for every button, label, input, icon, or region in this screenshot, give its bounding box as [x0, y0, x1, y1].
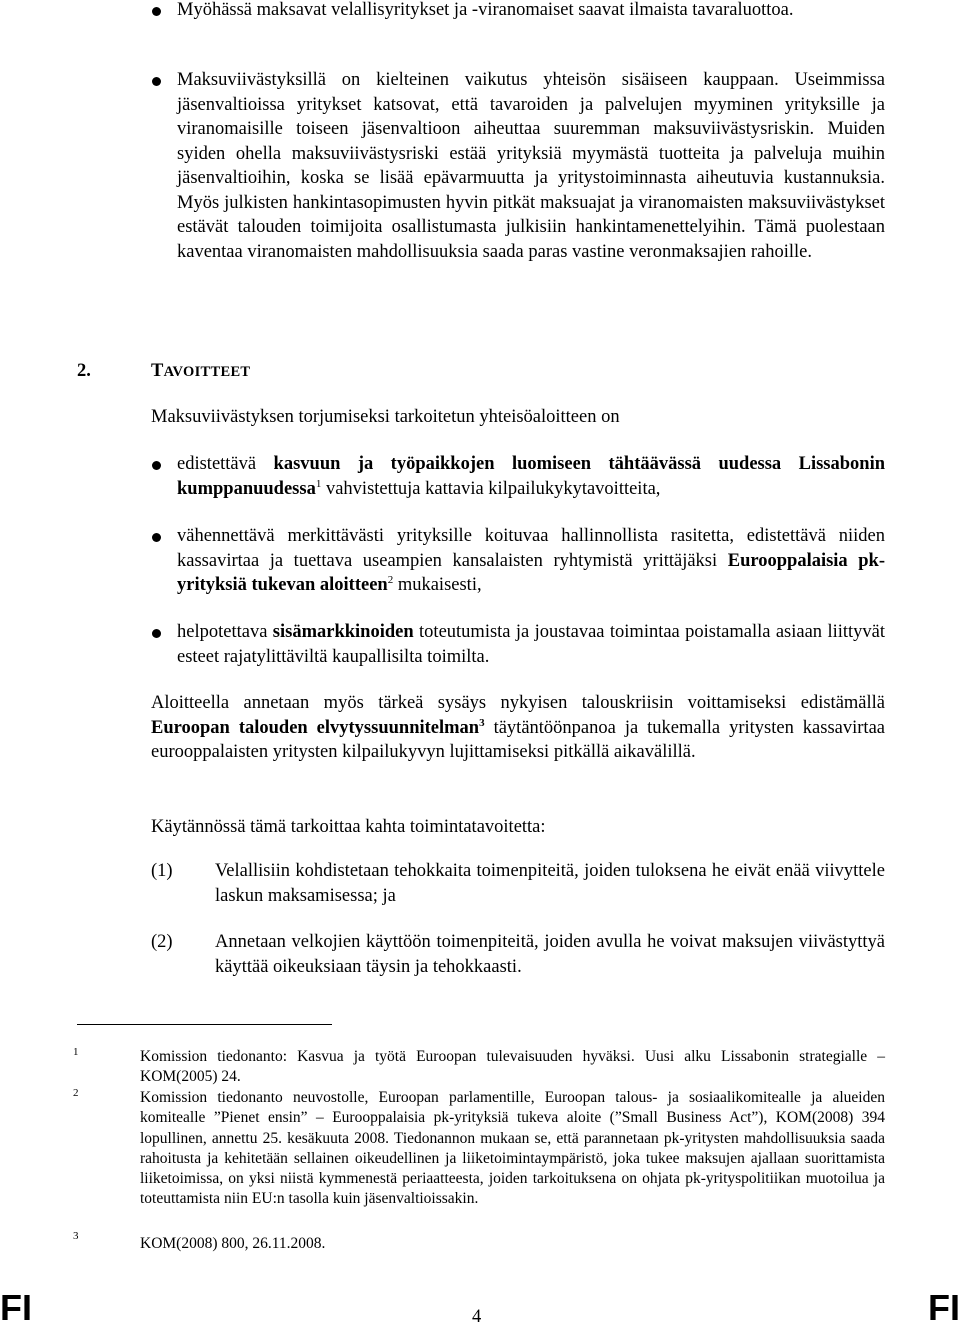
- page-number: 4: [472, 1307, 482, 1327]
- section-number: 2.: [77, 361, 91, 381]
- footer-language-left: FI: [0, 1287, 32, 1328]
- bullet-icon: [152, 533, 161, 542]
- section-heading: [77, 359, 250, 385]
- footnote-separator: [77, 1024, 332, 1025]
- footnote-text: Komission tiedonanto: Kasvua ja työtä Euroopan tulevaisuuden hyväksi. Uusi alku Lissabonin strategialle – KOM(2005) 24.: [140, 1048, 885, 1086]
- footnote-number: 3: [73, 1230, 79, 1242]
- objective-item: Annetaan velkojien käyttöön toimenpiteitä, joiden avulla he voivat maksujen viivästyttyä käyttää oikeuksiaan täysin ja tehokkaasti.: [215, 932, 885, 977]
- objective-label: (1): [151, 861, 173, 881]
- paragraph-aloitteella: Aloitteella annetaan myös tärkeä sysäys nykyisen talouskriisin voittamiseksi edistämällä Euroopan talouden elvytyssuunnitelman$^3$ täytäntöönpanoa ja tukemalla yritysten kassavirtaa eurooppalaisten yritysten kilpailukyvyn lujittamiseksi pitkällä aikavälillä.: [151, 693, 885, 762]
- section-title: TAVOITTEET: [151, 361, 251, 381]
- bullet-icon: [152, 77, 161, 86]
- objective-label: (2): [151, 932, 173, 952]
- list-item: Myöhässä maksavat velallisyritykset ja -viranomaiset saavat ilmaista tavaraluottoa.: [177, 0, 794, 20]
- footer-language-right: FI: [928, 1287, 960, 1328]
- goal-item: helpotettava sisämarkkinoiden toteutumista ja joustavaa toimintaa poistamalla asiaan liittyvät esteet rajatylittäviltä kaupallisilta toimilta.: [177, 622, 885, 667]
- footnote-text: KOM(2008) 800, 26.11.2008.: [140, 1235, 326, 1252]
- footnote-text: Komission tiedonanto neuvostolle, Euroopan parlamentille, Euroopan talous- ja sosiaalikomitealle ja alueiden komitealle ”Pienet ensin” – Eurooppalaisia pk-yrityksiä tukeva aloite (”Small Business Act”), KOM(2008) 394 lopullinen, annettu 25. kesäkuuta 2008. Tiedonannon mukaan se, että parannetaan pk-yritysten mahdollisuuksia saada rahoitusta ja kehitetään sellainen oikeudellinen ja liiketoimintaympäristö, joka tukee maksujen ajallaan suorittamista liiketoimissa, on yksi niistä kymmenestä periaatteesta, joiden tarkoituksena on ohjata pk-yrityspolitiikan muotoilua ja toteuttamista niin EU:n tasolla kuin jäsenvaltioissakin.: [140, 1089, 885, 1208]
- list-item: Maksuviivästyksillä on kielteinen vaikutus yhteisön sisäiseen kauppaan. Useimmissa jäsenvaltioissa yritykset katsovat, että tavaroiden ja palvelujen myyminen yrityksille ja viranomaisille toiseen jäsenvaltioon aiheuttaa suuremman maksuviivästysriskin. Muiden syiden ohella maksuviivästysriski estää yrityksiä myymästä tuotteita ja palveluja muihin jäsenvaltioihin, koska se lisää epävarmuutta ja yritystoiminnasta aiheutuvia kustannuksia. Myös julkisten hankintasopimusten hyvin pitkät maksuajat ja viranomaisten maksuviivästykset estävät talouden toimijoita osallistumasta julkisiin hankintamenettelyihin. Tämä puolestaan kaventaa viranomaisten mahdollisuuksia saada paras vastine veronmaksajien rahoille.: [177, 70, 885, 262]
- goal-item: edistettävä kasvuun ja työpaikkojen luomiseen tähtäävässä uudessa Lissabonin kumppanuudessa$^1$ vahvistettuja kattavia kilpailukykytavoitteita,: [177, 454, 885, 499]
- bullet-icon: [152, 461, 161, 470]
- objective-item: Velallisiin kohdistetaan tehokkaita toimenpiteitä, joiden tuloksena he eivät enää viivyttele laskun maksamisessa; ja: [215, 861, 885, 906]
- footnote-number: 2: [73, 1087, 79, 1099]
- bullet-icon: [152, 629, 161, 638]
- intro-paragraph: Maksuviivästyksen torjumiseksi tarkoitetun yhteisöaloitteen on: [151, 407, 620, 427]
- paragraph-kaytannossa: Käytännössä tämä tarkoittaa kahta toimintatavoitetta:: [151, 817, 546, 837]
- bullet-icon: [152, 7, 161, 16]
- footnote-number: 1: [73, 1046, 79, 1058]
- goal-item: vähennettävä merkittävästi yrityksille koituvaa hallinnollista rasitetta, edistettävä niiden kassavirtaa ja tuettava useampien kansalaisten ryhtymistä yrittäjäksi Eurooppalaisia pk-yrityksiä tukevan aloitteen$^2$ mukaisesti,: [177, 526, 885, 595]
